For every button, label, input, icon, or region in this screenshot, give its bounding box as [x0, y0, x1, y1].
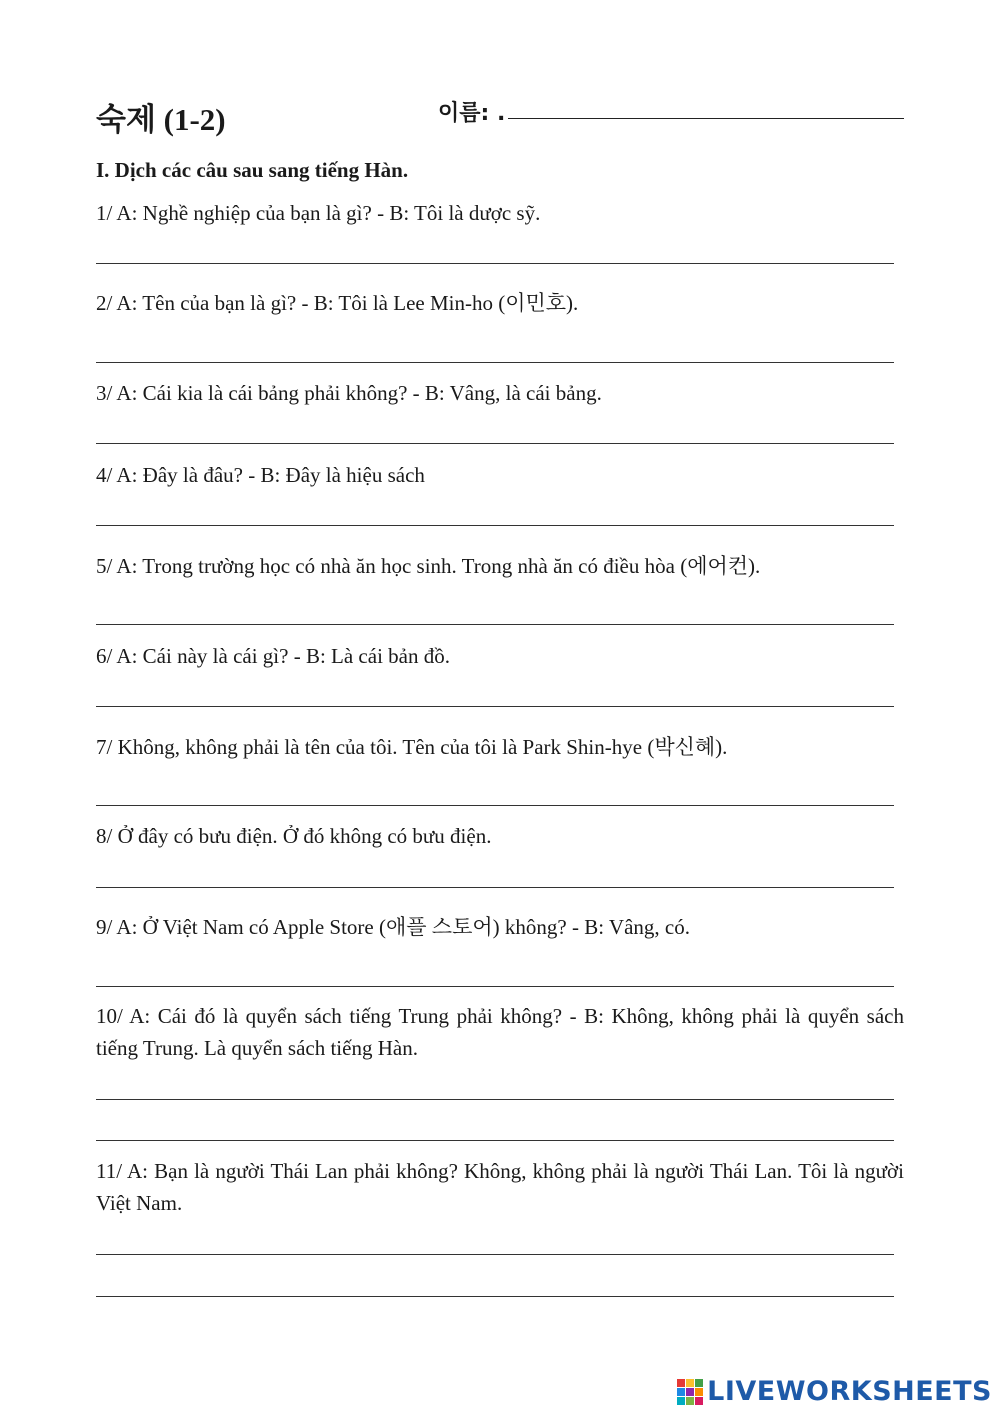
answer-line-2[interactable] — [96, 362, 894, 363]
answer-line-7[interactable] — [96, 805, 894, 806]
logo-square — [677, 1388, 685, 1396]
answer-line-8[interactable] — [96, 887, 894, 888]
answer-line-1[interactable] — [96, 263, 894, 264]
question-11: 11/ A: Bạn là người Thái Lan phải không? Không, không phải là người Thái Lan. Tôi là người Việt Nam. — [96, 1159, 904, 1215]
question-2: 2/ A: Tên của bạn là gì? - B: Tôi là Lee Min-ho (이민호). — [96, 291, 579, 315]
answer-line-10a[interactable] — [96, 1099, 894, 1100]
question-4: 4/ A: Đây là đâu? - B: Đây là hiệu sách — [96, 463, 425, 487]
question-7: 7/ Không, không phải là tên của tôi. Tên của tôi là Park Shin-hye (박신혜). — [96, 735, 728, 759]
name-input-line[interactable] — [508, 118, 904, 119]
liveworksheets-logo-icon — [677, 1379, 703, 1405]
answer-line-11a[interactable] — [96, 1254, 894, 1255]
question-10: 10/ A: Cái đó là quyển sách tiếng Trung phải không? - B: Không, không phải là quyển sách tiếng Trung. Là quyển sách tiếng Hàn. — [96, 1004, 904, 1060]
logo-square — [686, 1397, 694, 1405]
answer-line-4[interactable] — [96, 525, 894, 526]
question-3: 3/ A: Cái kia là cái bảng phải không? - B: Vâng, là cái bảng. — [96, 381, 602, 405]
name-label: 이름: . — [438, 101, 506, 126]
answer-line-3[interactable] — [96, 443, 894, 444]
answer-line-5[interactable] — [96, 624, 894, 625]
question-6: 6/ A: Cái này là cái gì? - B: Là cái bản đồ. — [96, 644, 450, 668]
brand-text: LIVEWORKSHEETS — [707, 1376, 992, 1407]
logo-square — [695, 1397, 703, 1405]
logo-square — [695, 1388, 703, 1396]
logo-square — [677, 1397, 685, 1405]
question-8: 8/ Ở đây có bưu điện. Ở đó không có bưu điện. — [96, 824, 492, 848]
section-heading: I. Dịch các câu sau sang tiếng Hàn. — [96, 158, 409, 182]
logo-square — [677, 1379, 685, 1387]
answer-line-9[interactable] — [96, 986, 894, 987]
logo-square — [686, 1388, 694, 1396]
answer-line-11b[interactable] — [96, 1296, 894, 1297]
question-1: 1/ A: Nghề nghiệp của bạn là gì? - B: Tôi là dược sỹ. — [96, 201, 541, 225]
question-9: 9/ A: Ở Việt Nam có Apple Store (애플 스토어) không? - B: Vâng, có. — [96, 915, 690, 939]
logo-square — [695, 1379, 703, 1387]
question-5: 5/ A: Trong trường học có nhà ăn học sinh. Trong nhà ăn có điều hòa (에어컨). — [96, 554, 761, 578]
liveworksheets-brand[interactable] — [677, 1376, 992, 1407]
worksheet-title: 숙제 (1-2) — [96, 102, 226, 137]
answer-line-6[interactable] — [96, 706, 894, 707]
logo-square — [686, 1379, 694, 1387]
answer-line-10b[interactable] — [96, 1140, 894, 1141]
